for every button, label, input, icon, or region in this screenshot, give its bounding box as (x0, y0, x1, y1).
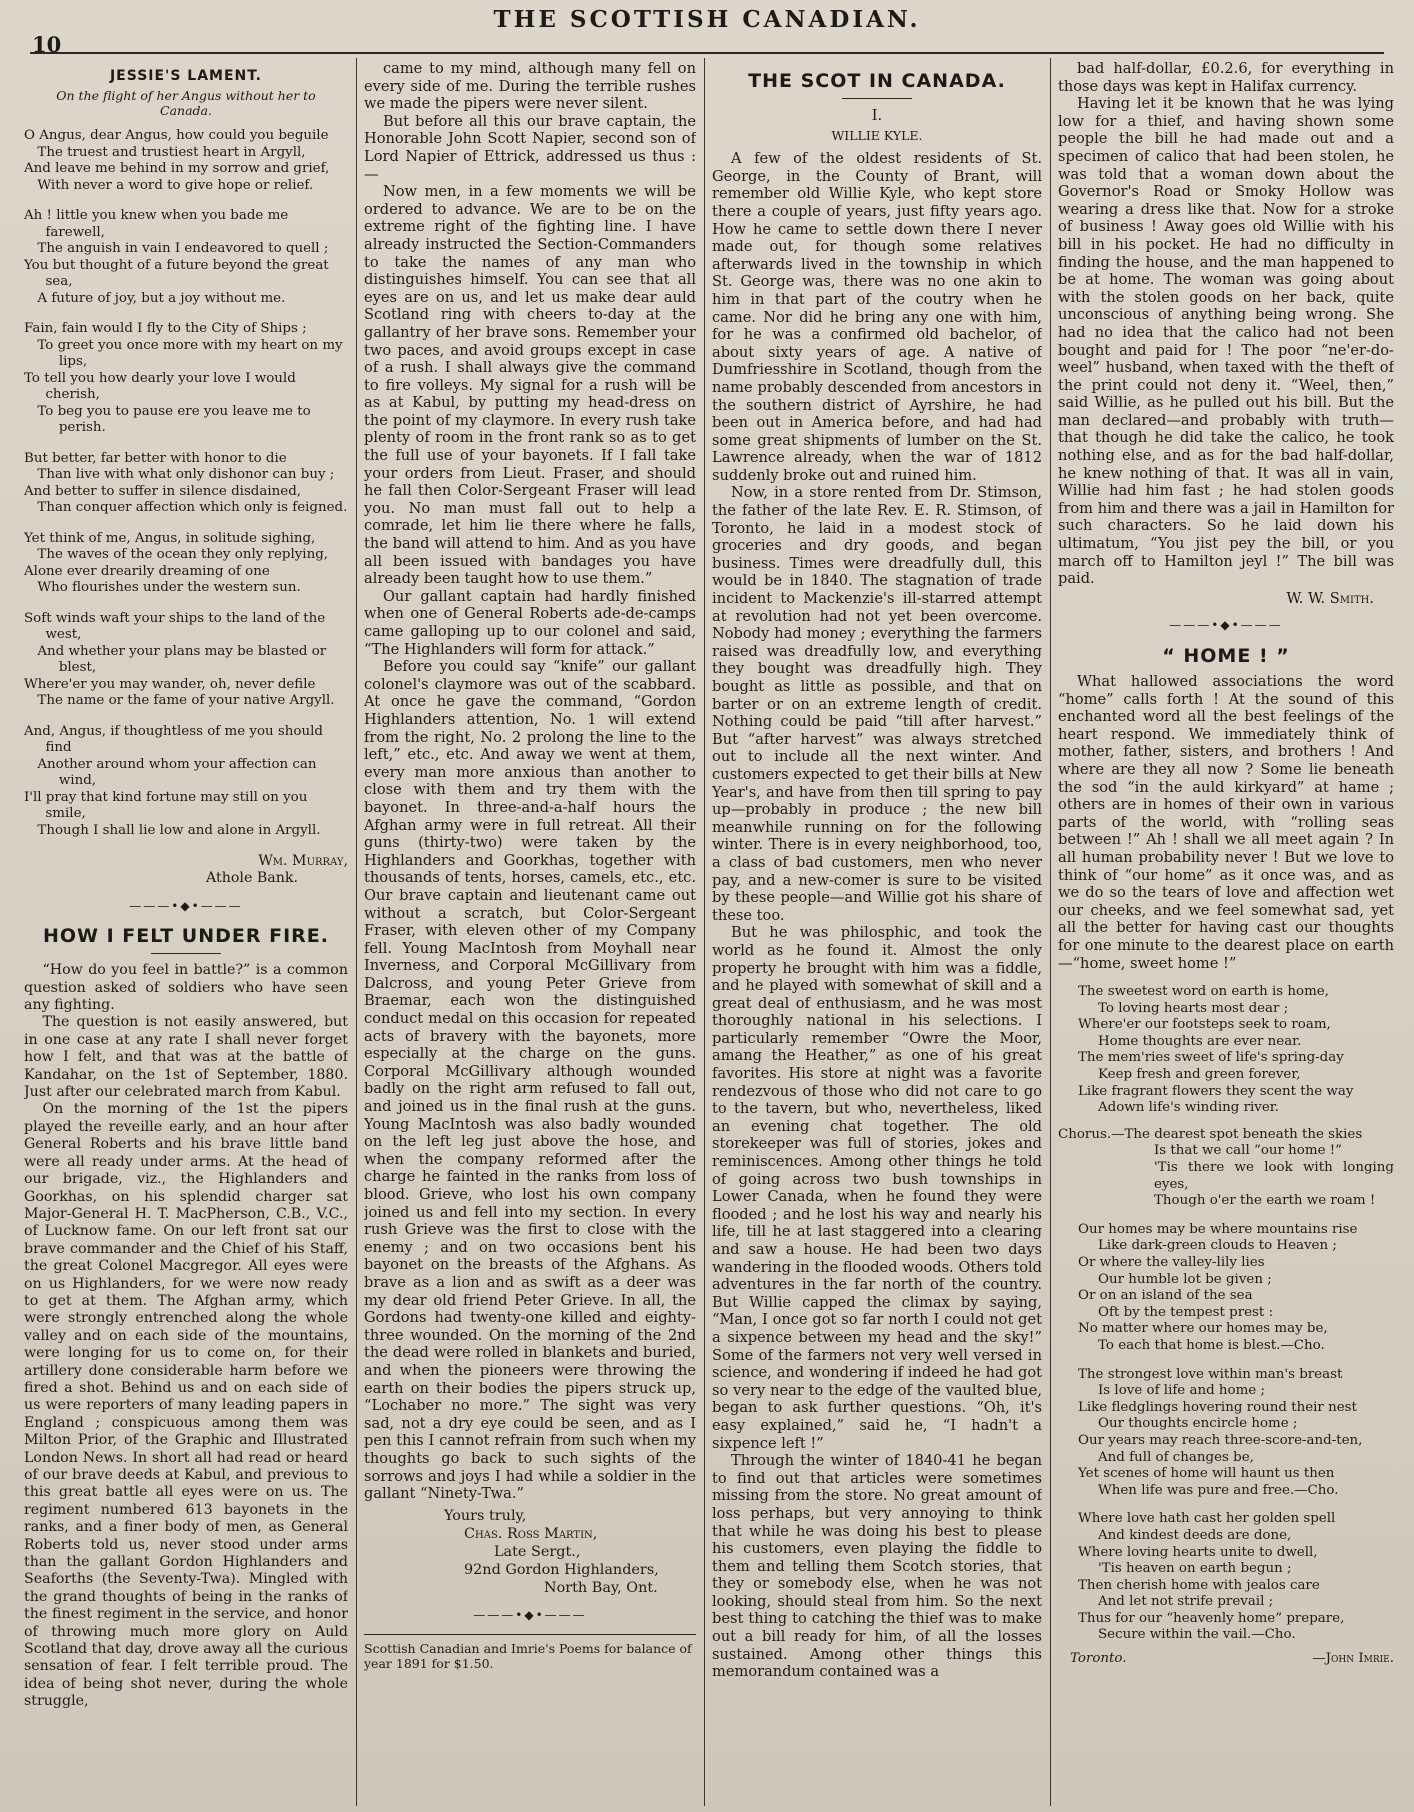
poem-line: Is love of life and home ; (1098, 1383, 1265, 1399)
ornament-divider: ———•◆•——— (473, 1607, 587, 1622)
signature-place: North Bay, Ont. (544, 1579, 658, 1596)
header-rule (30, 52, 1384, 54)
poem-line: And whether your plans may be blasted or blest, (37, 643, 327, 675)
poem-line: Thus for our “heavenly home” prepare, (1078, 1610, 1345, 1626)
poem-line: The sweetest word on earth is home, (1078, 984, 1329, 1000)
poem-line: To each that home is blest.—Cho. (1098, 1337, 1325, 1353)
closing: Yours truly, (444, 1507, 527, 1524)
article-subject: WILLIE KYLE. (831, 127, 923, 143)
letter-signature (424, 1507, 696, 1597)
poem-line: Our thoughts encircle home ; (1098, 1416, 1298, 1432)
article-paragraph: What hallowed associations the word “home” calls forth ! At the sound of this enchanted word all the best feelings of the heart respond. We immediately think of mother, father, sisters, and brothers ! And where are they all now ? Some lie beneath the sod “in the auld kirkyard” at hame ; others are in homes of their own in various parts of the world, with “rolling seas between !” Ah ! shall we all meet again ? In all human probability never ! But we love to think of “our home” as it once was, and as we do so the tears of love and affection wet our cheeks, and we feel somewhat sad, yet all the better for having cast our thoughts for one minute to the dearest place on earth—“home, sweet home !” (1058, 673, 1394, 972)
poem-line: Than conquer affection which only is feigned. (37, 500, 348, 515)
poem-stanza (24, 451, 348, 517)
poem-line: Fain, fain would I fly to the City of Ships ; (24, 321, 307, 336)
poem-line: And full of changes be, (1098, 1449, 1254, 1465)
poem-line: Where'er our footsteps seek to roam, (1078, 1017, 1331, 1033)
article-title: “ HOME ! ” (1162, 645, 1290, 667)
poem-stanza (24, 208, 348, 307)
poem-line: And let not strife prevail ; (1098, 1594, 1274, 1610)
poem-line: To loving hearts most dear ; (1098, 1000, 1289, 1016)
poem-line: Like dark-green clouds to Heaven ; (1098, 1238, 1337, 1254)
poem-stanza (1058, 1511, 1394, 1644)
chorus-line: 'Tis there we look with longing eyes, (1154, 1160, 1394, 1192)
poem-line: O Angus, dear Angus, how could you beguile (24, 128, 329, 143)
column-divider (1050, 58, 1051, 1806)
poem-line: Ah ! little you knew when you bade me farewell, (24, 208, 289, 240)
poem-place: Toronto. (1070, 1651, 1127, 1667)
ornament-divider: ———•◆•——— (1169, 618, 1283, 633)
article-paragraph: came to my mind, although many fell on every side of me. During the terrible rushes we made the pipers were never silent. (364, 60, 696, 113)
poem-line: Adown life's winding river. (1098, 1100, 1279, 1116)
poem-line: The name or the fame of your native Argyll. (37, 693, 335, 708)
poem-stanza (1058, 984, 1394, 1117)
article-paragraph: But before all this our brave captain, the Honorable John Scott Napier, second son of Lord Napier of Ettrick, addressed us thus :— (364, 112, 696, 183)
poem-line: Keep fresh and green forever, (1098, 1067, 1301, 1083)
poem-line: When life was pure and free.—Cho. (1098, 1482, 1339, 1498)
poem-line: Our homes may be where mountains rise (1078, 1221, 1358, 1237)
poem-line: And leave me behind in my sorrow and grief, (24, 161, 330, 176)
poem-line: Or where the valley-lily lies (1078, 1255, 1265, 1270)
poem-signoff (1058, 1650, 1394, 1668)
article-author: W. W. Smith. (1286, 589, 1374, 607)
poem-stanza (1058, 1367, 1394, 1500)
signature-name: Chas. Ross Martin, (464, 1525, 598, 1542)
poem-line: A future of joy, but a joy without me. (37, 290, 286, 306)
ornament-divider: ———•◆•——— (129, 898, 243, 913)
article-body-continued (364, 60, 696, 1503)
article-paragraph: “How do you feel in battle?” is a common question asked of soldiers who have seen any fighting. (24, 962, 348, 1014)
poem-line: Who flourishes under the western sun. (37, 580, 301, 595)
title-rule (842, 98, 912, 99)
poem-line: Where'er you may wander, oh, never defile (24, 676, 316, 692)
poem-line: The mem'ries sweet of life's spring-day (1078, 1050, 1344, 1066)
article-title: THE SCOT IN CANADA. (748, 70, 1006, 92)
poem-line: Secure within the vail.—Cho. (1098, 1627, 1296, 1643)
chorus-line: Though o'er the earth we roam ! (1154, 1193, 1376, 1209)
chorus-line: Is that we call “our home !” (1154, 1143, 1342, 1159)
poem-stanza (24, 531, 348, 597)
poem-line: And, Angus, if thoughtless of me you should find (24, 723, 323, 755)
poem-line: Or on an island of the sea (1078, 1288, 1253, 1304)
poem-line: The waves of the ocean they only replying, (37, 547, 329, 562)
poem-line: Oft by the tempest prest : (1098, 1304, 1274, 1320)
poem-line: Home thoughts are ever near. (1098, 1033, 1302, 1049)
poem-line: The strongest love within man's breast (1078, 1366, 1343, 1382)
poem-line: Yet think of me, Angus, in solitude sighing, (24, 530, 316, 546)
article-body (24, 962, 348, 1710)
poem-line: Soft winds waft your ships to the land of the west, (24, 610, 326, 642)
poem-line: And better to suffer in silence disdained, (24, 483, 302, 499)
poem-chorus (1058, 1127, 1394, 1210)
poem-line: Another around whom your affection can wind, (37, 756, 317, 788)
poem-line: Yet scenes of home will haunt us then (1078, 1466, 1335, 1482)
poem-line: You but thought of a future beyond the great sea, (24, 257, 329, 289)
poem-line: But better, far better with honor to die (24, 450, 287, 466)
masthead (30, 0, 1384, 48)
poem-stanza (24, 321, 348, 437)
column-2 (364, 60, 696, 1805)
article-paragraph: Having let it be known that he was lying low for a thief, and having shown some people the bill he had made out and a specimen of calico that had been stolen, he was told that a woman down about the Governor's Road or Smoky Hollow was wearing a dress like that. Now for a stroke of business ! Away goes old Willie with his bill in his pocket. He had no difficulty in finding the house, and the man happened to be at home. The woman was going about with the stolen goods on her back, quite unconscious of anything being wrong. She had no idea that the calico had not been bought and paid for ! The poor “ne'er-do-weel” husband, when taxed with the theft of the print could not deny it. “Weel, then,” said Willie, as he pulled out his bill. But the man declared—and probably with truth— that though he did take the calico, he took nothing else, and as for the bad half-dollar, he knew nothing of that. It was all in vain, Willie had him fast ; he had stolen goods from him and there was a jail in Hamilton for such characters. So he laid down his ultimatum, “You jist pey the bill, or you march off to Hamilton jeyl !” The bill was paid. (1058, 95, 1394, 588)
poem-subtitle: On the flight of her Angus without her to Canada. (56, 88, 316, 118)
poem-line: The anguish in vain I endeavored to quell ; (37, 241, 329, 256)
article-paragraph: A few of the oldest residents of St. George, in the County of Brant, will remember old Willie Kyle, who kept store there a couple of years, just fifty years ago. How he came to settle down there I never made out, for though some relatives afterwards lived in the township in which St. George was, there was no one akin to him in that part of the coutry when he came. Nor did he bring any one with him, for he was a confirmed old bachelor, of about sixty years of age. A native of Dumfriesshire in Scotland, though from the name probably descended from ancestors in the southern district of Ayrshire, he had been out in America before, and had had some great shipments of lumber on the St. Lawrence already, when the war of 1812 suddenly broke out and ruined him. (712, 150, 1042, 484)
article-paragraph: Through the winter of 1840-41 he began to find out that articles were sometimes missing from the store. No great amount of loss perhaps, but very annoying to think that while he was doing his best to please his customers, even playing the fiddle to them and telling them Scotch stories, that they or somebody else, when he was not looking, should steal from him. So the next best thing to catching the thief was to make out a bill ready for him, of all the losses sustained. Among other things this memorandum contained was a (712, 1452, 1042, 1681)
poem-line: And kindest deeds are done, (1098, 1527, 1292, 1543)
page-number: 10 (32, 32, 62, 57)
column-1 (24, 60, 348, 1805)
poem-line: The truest and trustiest heart in Argyll, (37, 144, 306, 160)
chorus-lead: Chorus.—The dearest spot beneath the skies (1058, 1126, 1363, 1142)
title-rule (151, 953, 221, 954)
poem-title: JESSIE'S LAMENT. (109, 68, 263, 84)
poem-line: Where love hath cast her golden spell (1078, 1511, 1336, 1527)
poem-line: To tell you how dearly your love I would cherish, (24, 370, 296, 402)
article-paragraph: Before you could say “knife” our gallant colonel's claymore was out of the scabbard. At once he gave the command, “Gordon Highlanders attention, No. 1 will extend from the right, No. 2 prolong the line to the left,” etc., etc. And away we went at them, every man more anxious than another to close with them and try them with the bayonet. In three-and-a-half hours the Afghan army were in full retreat. All their guns (thirty-two) were taken by the Highlanders and Goorkhas, together with thousands of tents, horses, camels, etc., etc. Our brave captain and lieutenant came out without a scratch, but Color-Sergeant Fraser, with eleven other of my Company fell. Young MacIntosh from Moyhall near Inverness, and Corporal McGillivary from Dalcross, and young Peter Grieve from Braemar, each won the distinguished conduct medal on this occasion for repeated acts of bravery with the bayonets, more especially at the charge on the guns. Corporal McGillivary although wounded badly on the right arm refused to fall out, and joined us in the final rush at the guns. Young MacIntosh was also badly wounded on the left leg just above the hose, and when the company reformed after the charge he fainted in the ranks from loss of blood. Grieve, who lost his own company joined us and fell into my section. In every rush Grieve was the first to close with the enemy ; and on two occasions bent his bayonet on the breasts of the Afghans. As brave as a lion and as swift as a deer was my dear old friend Peter Grieve. In all, the Gordons had twenty-one killed and eighty-three wounded. On the morning of the 2nd the dead were rolled in blankets and buried, and when the pioneers were throwing the earth on their bodies the pipers struck up, “Lochaber no more.” The sight was very sad, not a dry eye could be seen, and as I pen this I cannot refrain from such when my thoughts go back to such sights of the sorrows and joys I had while a soldier in the gallant “Ninety-Twa.” (364, 658, 696, 1503)
signature-rank: Late Sergt., (494, 1543, 581, 1560)
poem-line: To beg you to pause ere you leave me to perish. (37, 403, 311, 435)
column-3 (712, 60, 1042, 1805)
poem-line: Where loving hearts unite to dwell, (1078, 1544, 1318, 1560)
poem-line: Though I shall lie low and alone in Argyll. (37, 822, 321, 838)
section-number: I. (871, 107, 883, 124)
article-paragraph: Now, in a store rented from Dr. Stimson, the father of the late Rev. E. R. Stimson, of Toronto, he laid in a modest stock of groceries and dry goods, and began business. Times were dreadfully dull, this would be in 1840. The stagnation of trade incident to Mackenzie's ill-starred attempt at revolution had not yet been overcome. Nobody had money ; everything the farmers raised was dreadfully low, and everything they bought was dreadfully high. They bought as little as possible, and that on barter or on an extreme length of credit. Nothing could be paid “till after harvest.” But “after harvest” was always stretched out to include all the next winter. And customers expected to get their bills at New Year's, and have from then till spring to pay up—probably in produce ; the new bill meanwhile running on for the following winter. There is in every neighborhood, too, a class of bad customers, men who never pay, and a new-comer is sure to be visited by these people—and Willie got his share of these too. (712, 484, 1042, 924)
poem-author: Wm. Murray, (258, 853, 348, 869)
poem-line: 'Tis heaven on earth begun ; (1098, 1561, 1292, 1577)
article-paragraph: But he was philosphic, and took the world as he found it. Almost the only property he brought with him was a fiddle, and he played with somewhat of skill and a great deal of enthusiasm, and he was most thoroughly national in his selections. I particularly remember “Owre the Moor, amang the Heather,” as one of his great favorites. His store at night was a favorite rendezvous of those who did not care to go to the tavern, but who, nevertheless, liked an evening chat together. The old storekeeper was full of stories, jokes and reminiscences. Among other things he told of going across two bush townships in Lower Canada, when he found they were flooded ; and he lost his way and nearly his life, till he at last staggered into a clearing and saw a house. He had been two days wandering in the flooded woods. Others told adventures in the far north of the country. But Willie capped the climax by saying, “Man, I once got so far north I could not get a sixpence between my head and the sky!” Some of the farmers not very well versed in science, and wondering if indeed he had got so very near to the edge of the vaulted blue, began to ask further questions. “Oh, it's easy explained,” said he, “I hadn't a sixpence left !” (712, 924, 1042, 1452)
article-body-continued (1058, 60, 1394, 588)
poem-line: No matter where our homes may be, (1078, 1321, 1328, 1337)
article-paragraph: bad half-dollar, £0.2.6, for everything in those days was kept in Halifax currency. (1058, 60, 1394, 95)
poem-line: Than live with what only dishonor can buy ; (37, 467, 335, 482)
poem-line: Like fledglings hovering round their nest (1078, 1399, 1357, 1415)
newspaper-title: THE SCOTTISH CANADIAN. (493, 6, 921, 33)
poem-line: Our years may reach three-score-and-ten, (1078, 1432, 1363, 1448)
signature-regiment: 92nd Gordon Highlanders, (464, 1561, 659, 1578)
poem-author-place: Athole Bank. (206, 870, 298, 887)
poem-line: To greet you once more with my heart on my lips, (37, 337, 343, 369)
poem-line: I'll pray that kind fortune may still on you smile, (24, 789, 308, 821)
article-paragraph: On the morning of the 1st the pipers played the reveille early, and an hour after General Roberts and his brave little band were all ready under arms. At the head of our brigade, viz., the Highlanders and Goorkhas, on his splendid charger sat Major-General H. T. MacPherson, C.B., V.C., of Lucknow fame. On our left front sat our brave commander and the Chief of his Staff, the great Colonel Macgregor. All eyes were on us Highlanders, for we were now ready to get at them. The Afghan army, which were strongly entrenched along the whole valley and on each side of the mountains, were longing for us to come on, for their artillery done considerable harm before we fired a shot. Behind us and on each side of us were reporters of many leading papers in England ; conspicuous among them was Milton Prior, of the Graphic and Illustrated London News. In short all had read or heard of our brave deeds at Kabul, and previous to this great battle all eyes were on us. The regiment numbered 613 bayonets in the ranks, and a finer body of men, as General Roberts told us, never stood under arms than the gallant Gordon Highlanders and Seaforths (the Seventy-Twa). Mingled with the grand thoughts of being in the ranks of the finest regiment in the service, and honor of throwing much more glory on Auld Scotland that day, drove away all the curious sensation of fear. I felt terrible proud. The idea of being shot never, during the whole struggle, (24, 1101, 348, 1710)
article-body (712, 150, 1042, 1681)
article-paragraph: The question is not easily answered, but in one case at any rate I shall never forget how I felt, and that was at the battle of Kandahar, on the 1st of September, 1880. Just after our celebrated march from Kabul. (24, 1014, 348, 1101)
article-paragraph: Now men, in a few moments we will be ordered to advance. We are to be on the extreme right of the fighting line. I have already instructed the Section-Commanders to take the names of any man who distinguishes himself. You can see that all eyes are on us, and let us make dear auld Scotland ring with cheers to-day at the gallantry of her brave sons. Remember your two paces, and avoid groups except in case of a rush. I shall always give the command to fire volleys. My signal for a rush will be as at Kabul, by putting my head-dress on the point of my claymore. In every rush take plenty of room in the front rank so as to get the full use of your bayonets. If I fall take your orders from Lieut. Fraser, and should he fall then Color-Sergeant Fraser will lead you. No man must fall out to help a comrade, let him lie there where he falls, the band will attend to him. And as you have all been issued with bandages you have already been taught how to use them.” (364, 183, 696, 588)
subscription-ad: Scottish Canadian and Imrie's Poems for balance of year 1891 for $1.50. (364, 1634, 696, 1671)
article-paragraph: Our gallant captain had hardly finished when one of General Roberts ade-de-camps came galloping up to our colonel and said, “The Highlanders will form for attack.” (364, 587, 696, 658)
column-divider (704, 58, 705, 1806)
column-divider (356, 58, 357, 1806)
poem-stanza (1058, 1222, 1394, 1355)
poem-line: Like fragrant flowers they scent the way (1078, 1083, 1354, 1099)
poem-line: With never a word to give hope or relief. (37, 177, 314, 193)
article-title: HOW I FELT UNDER FIRE. (42, 925, 329, 948)
poem-line: Then cherish home with jealos care (1078, 1577, 1320, 1593)
poem-line: Alone ever drearily dreaming of one (24, 563, 270, 579)
poem-line: Our humble lot be given ; (1098, 1271, 1272, 1287)
poem-body (24, 128, 348, 839)
poem-stanza (24, 128, 348, 194)
poem-stanza (24, 724, 348, 840)
poem-author: —John Imrie. (1312, 1651, 1394, 1667)
column-4 (1058, 60, 1394, 1805)
poem-stanza (24, 611, 348, 710)
